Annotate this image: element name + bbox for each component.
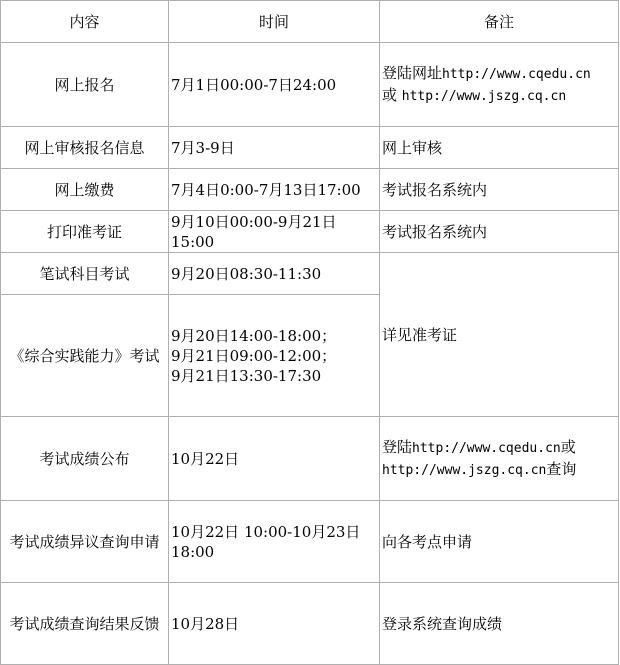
table-row — [1, 501, 619, 583]
row-content: 考试成绩异议查询申请 — [1, 501, 169, 583]
note-line — [382, 437, 616, 459]
note-link[interactable]: http://www.cqedu.cn — [412, 440, 561, 456]
time-line: 9月21日13:30-17:30 — [171, 366, 322, 385]
row-time: 7月4日0:00-7月13日17:00 — [169, 169, 380, 211]
row-content: 考试成绩查询结果反馈 — [1, 583, 169, 665]
row-time: 10月22日 10:00-10月23日18:00 — [169, 501, 380, 583]
row-time — [169, 295, 380, 417]
row-note: 登录系统查询成绩 — [380, 583, 619, 665]
table-row — [1, 211, 619, 253]
row-content: 网上报名 — [1, 43, 169, 127]
row-time: 7月3-9日 — [169, 127, 380, 169]
header-content: 内容 — [1, 1, 169, 43]
table-row — [1, 253, 619, 295]
row-time: 10月28日 — [169, 583, 380, 665]
row-content: 网上缴费 — [1, 169, 169, 211]
row-note: 考试报名系统内 — [380, 211, 619, 253]
note-link[interactable]: http://www.cqedu.cn — [442, 66, 591, 82]
table-row — [1, 169, 619, 211]
table-row — [1, 127, 619, 169]
note-text: 登陆 — [382, 437, 413, 456]
note-text: 或 — [382, 85, 402, 104]
note-tail: 查询 — [546, 459, 577, 478]
row-time: 7月1日00:00-7日24:00 — [169, 43, 380, 127]
header-row — [1, 1, 619, 43]
note-line — [382, 63, 616, 85]
row-content: 网上审核报名信息 — [1, 127, 169, 169]
note-tail: 或 — [560, 437, 576, 456]
note-link[interactable]: http://www.jszg.cq.cn — [382, 462, 547, 478]
note-link[interactable]: http://www.jszg.cq.cn — [401, 88, 567, 104]
row-content: 笔试科目考试 — [1, 253, 169, 295]
row-time: 9月20日08:30-11:30 — [169, 253, 380, 295]
row-content: 打印准考证 — [1, 211, 169, 253]
time-line: 9月21日09:00-12:00； — [171, 346, 337, 365]
row-note: 向各考点申请 — [380, 501, 619, 583]
header-note: 备注 — [380, 1, 619, 43]
note-line — [382, 459, 616, 481]
row-time: 10月22日 — [169, 417, 380, 501]
time-line: 9月20日14:00-18:00； — [171, 326, 337, 345]
note-line — [382, 85, 616, 107]
row-note: 考试报名系统内 — [380, 169, 619, 211]
row-note: 网上审核 — [380, 127, 619, 169]
row-note — [380, 43, 619, 127]
note-text: 登陆网址 — [382, 63, 443, 82]
row-time: 9月10日00:00-9月21日15:00 — [169, 211, 380, 253]
table-row — [1, 417, 619, 501]
header-time: 时间 — [169, 1, 380, 43]
row-content: 《综合实践能力》考试 — [1, 295, 169, 417]
row-note: 详见准考证 — [380, 253, 619, 417]
row-note — [380, 417, 619, 501]
table-row — [1, 43, 619, 127]
table-row — [1, 583, 619, 665]
row-content: 考试成绩公布 — [1, 417, 169, 501]
